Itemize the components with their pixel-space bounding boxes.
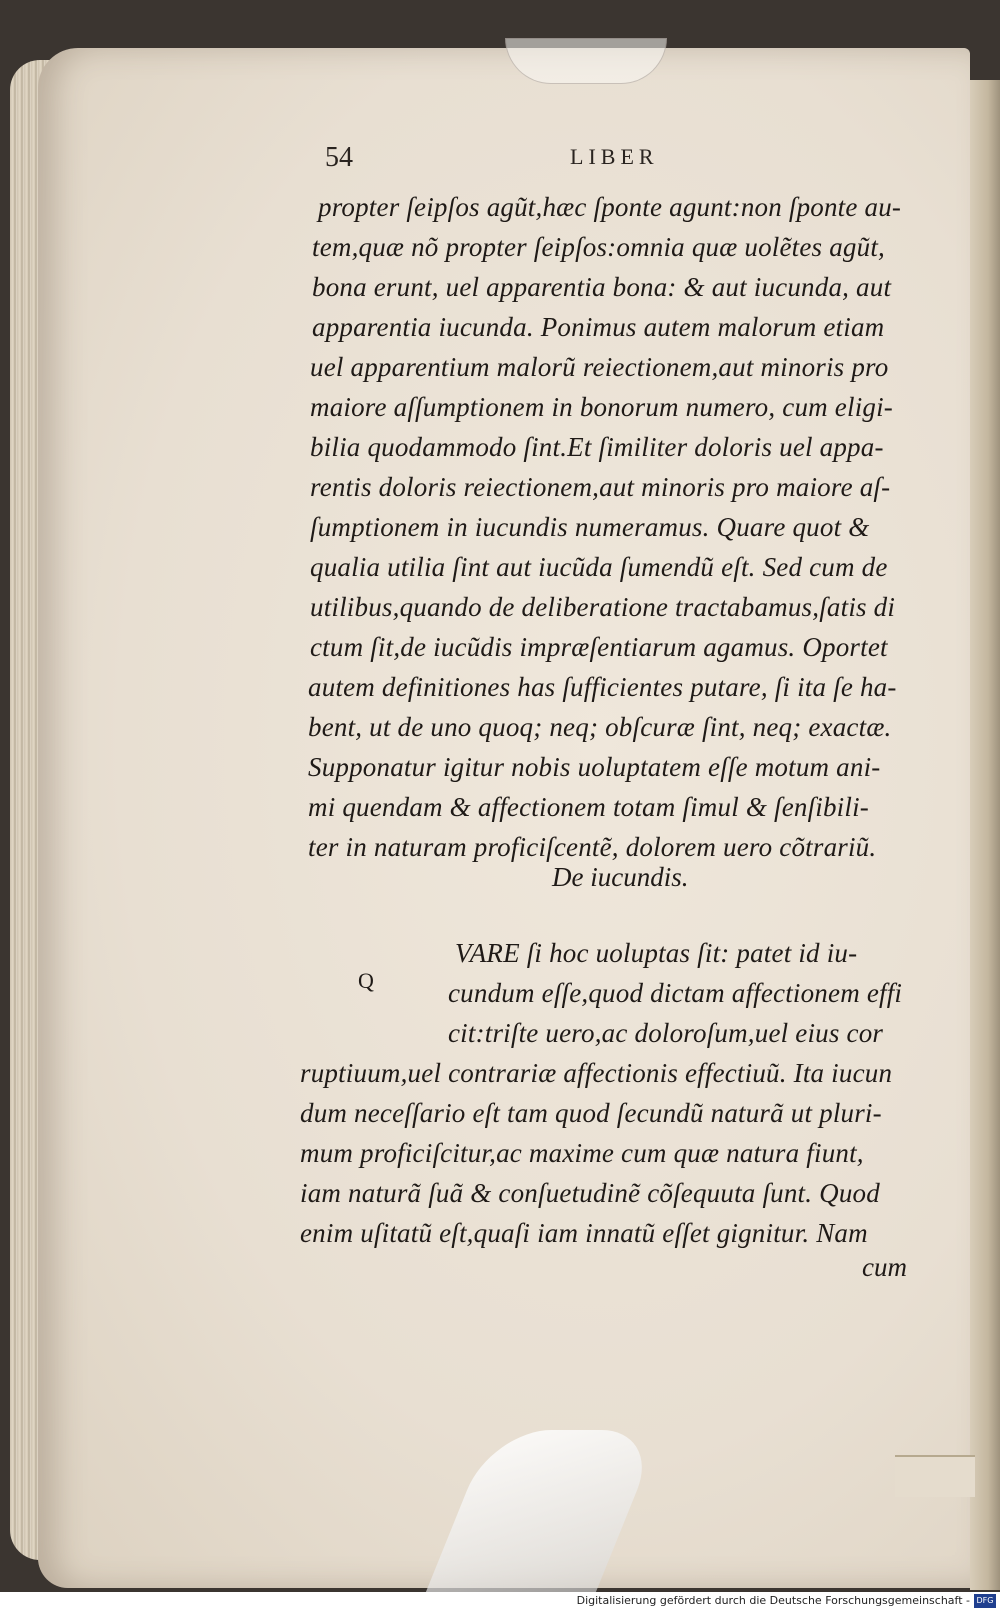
body-line: bent, ut de uno quoq; neq; obſcuræ ſint, neq; exactæ. [308, 712, 892, 742]
section-line: cundum eſſe,quod dictam affectionem effi [448, 978, 903, 1008]
running-head: LIBER [570, 144, 659, 169]
body-line: ter in naturam proficiſcentẽ, dolorem uero cõtrariũ. [308, 832, 877, 862]
body-line: qualia utilia ſint aut iucũda ſumendũ eſt. Sed cum de [310, 552, 888, 582]
body-line: utilibus,quando de deliberatione tractabamus,ſatis di [310, 592, 896, 622]
body-line: rentis doloris reiectionem,aut minoris pro maiore aſ- [310, 472, 891, 502]
section-heading: De iucundis. [552, 862, 689, 892]
body-line: mi quendam & affectionem totam ſimul & ſenſibili- [308, 792, 869, 822]
section-line: VARE ſi hoc uoluptas ſit: patet id iu- [455, 938, 858, 968]
body-line: autem definitiones has ſufficientes putare, ſi ita ſe ha- [308, 672, 897, 702]
section-line: enim uſitatũ eſt,quaſi iam innatũ eſſet gignitur. Nam [300, 1218, 868, 1248]
section-line: dum neceſſario eſt tam quod ſecundũ naturã ut pluri- [300, 1098, 882, 1128]
page-header [325, 142, 915, 178]
catchword: cum [862, 1252, 907, 1282]
top-clip [505, 38, 667, 84]
body-line: apparentia iucunda. Ponimus autem malorum etiam [312, 312, 885, 342]
right-page-edge [970, 80, 1000, 1590]
body-line: ctum ſit,de iucũdis impræſentiarum agamus. Oportet [310, 632, 888, 662]
body-line: propter ſeipſos agũt,hæc ſponte agunt:non ſponte au- [318, 192, 902, 222]
body-line: Supponatur igitur nobis uoluptatem eſſe motum ani- [308, 752, 881, 782]
page-number: 54 [325, 142, 353, 173]
initial-letter: Q [358, 968, 374, 993]
body-line: bilia quodammodo ſint.Et ſimiliter doloris uel appa- [310, 432, 884, 462]
body-line: bona erunt, uel apparentia bona: & aut iucunda, aut [312, 272, 892, 302]
body-line: uel apparentium malorũ reiectionem,aut minoris pro [310, 352, 889, 382]
footer-bar [0, 1592, 1000, 1612]
footer-credit: Digitalisierung gefördert durch die Deutsche Forschungsgemeinschaft - [576, 1594, 970, 1607]
dfg-logo: DFG [974, 1594, 996, 1608]
ruler-strip [895, 1455, 975, 1497]
body-line: maiore aſſumptionem in bonorum numero, cum eligi- [310, 392, 893, 422]
section-line: cit:triſte uero,ac doloroſum,uel eius cor [448, 1018, 884, 1048]
section-line: ruptiuum,uel contrariæ affectionis effectiuũ. Ita iucun [300, 1058, 893, 1088]
body-line: ſumptionem in iucundis numeramus. Quare quot & [310, 512, 870, 542]
section-line: mum proficiſcitur,ac maxime cum quæ natura fiunt, [300, 1138, 864, 1168]
body-line: tem,quæ nõ propter ſeipſos:omnia quæ uolẽtes agũt, [312, 232, 885, 262]
section-line: iam naturã ſuã & conſuetudinẽ cõſequuta ſunt. Quod [300, 1178, 880, 1208]
